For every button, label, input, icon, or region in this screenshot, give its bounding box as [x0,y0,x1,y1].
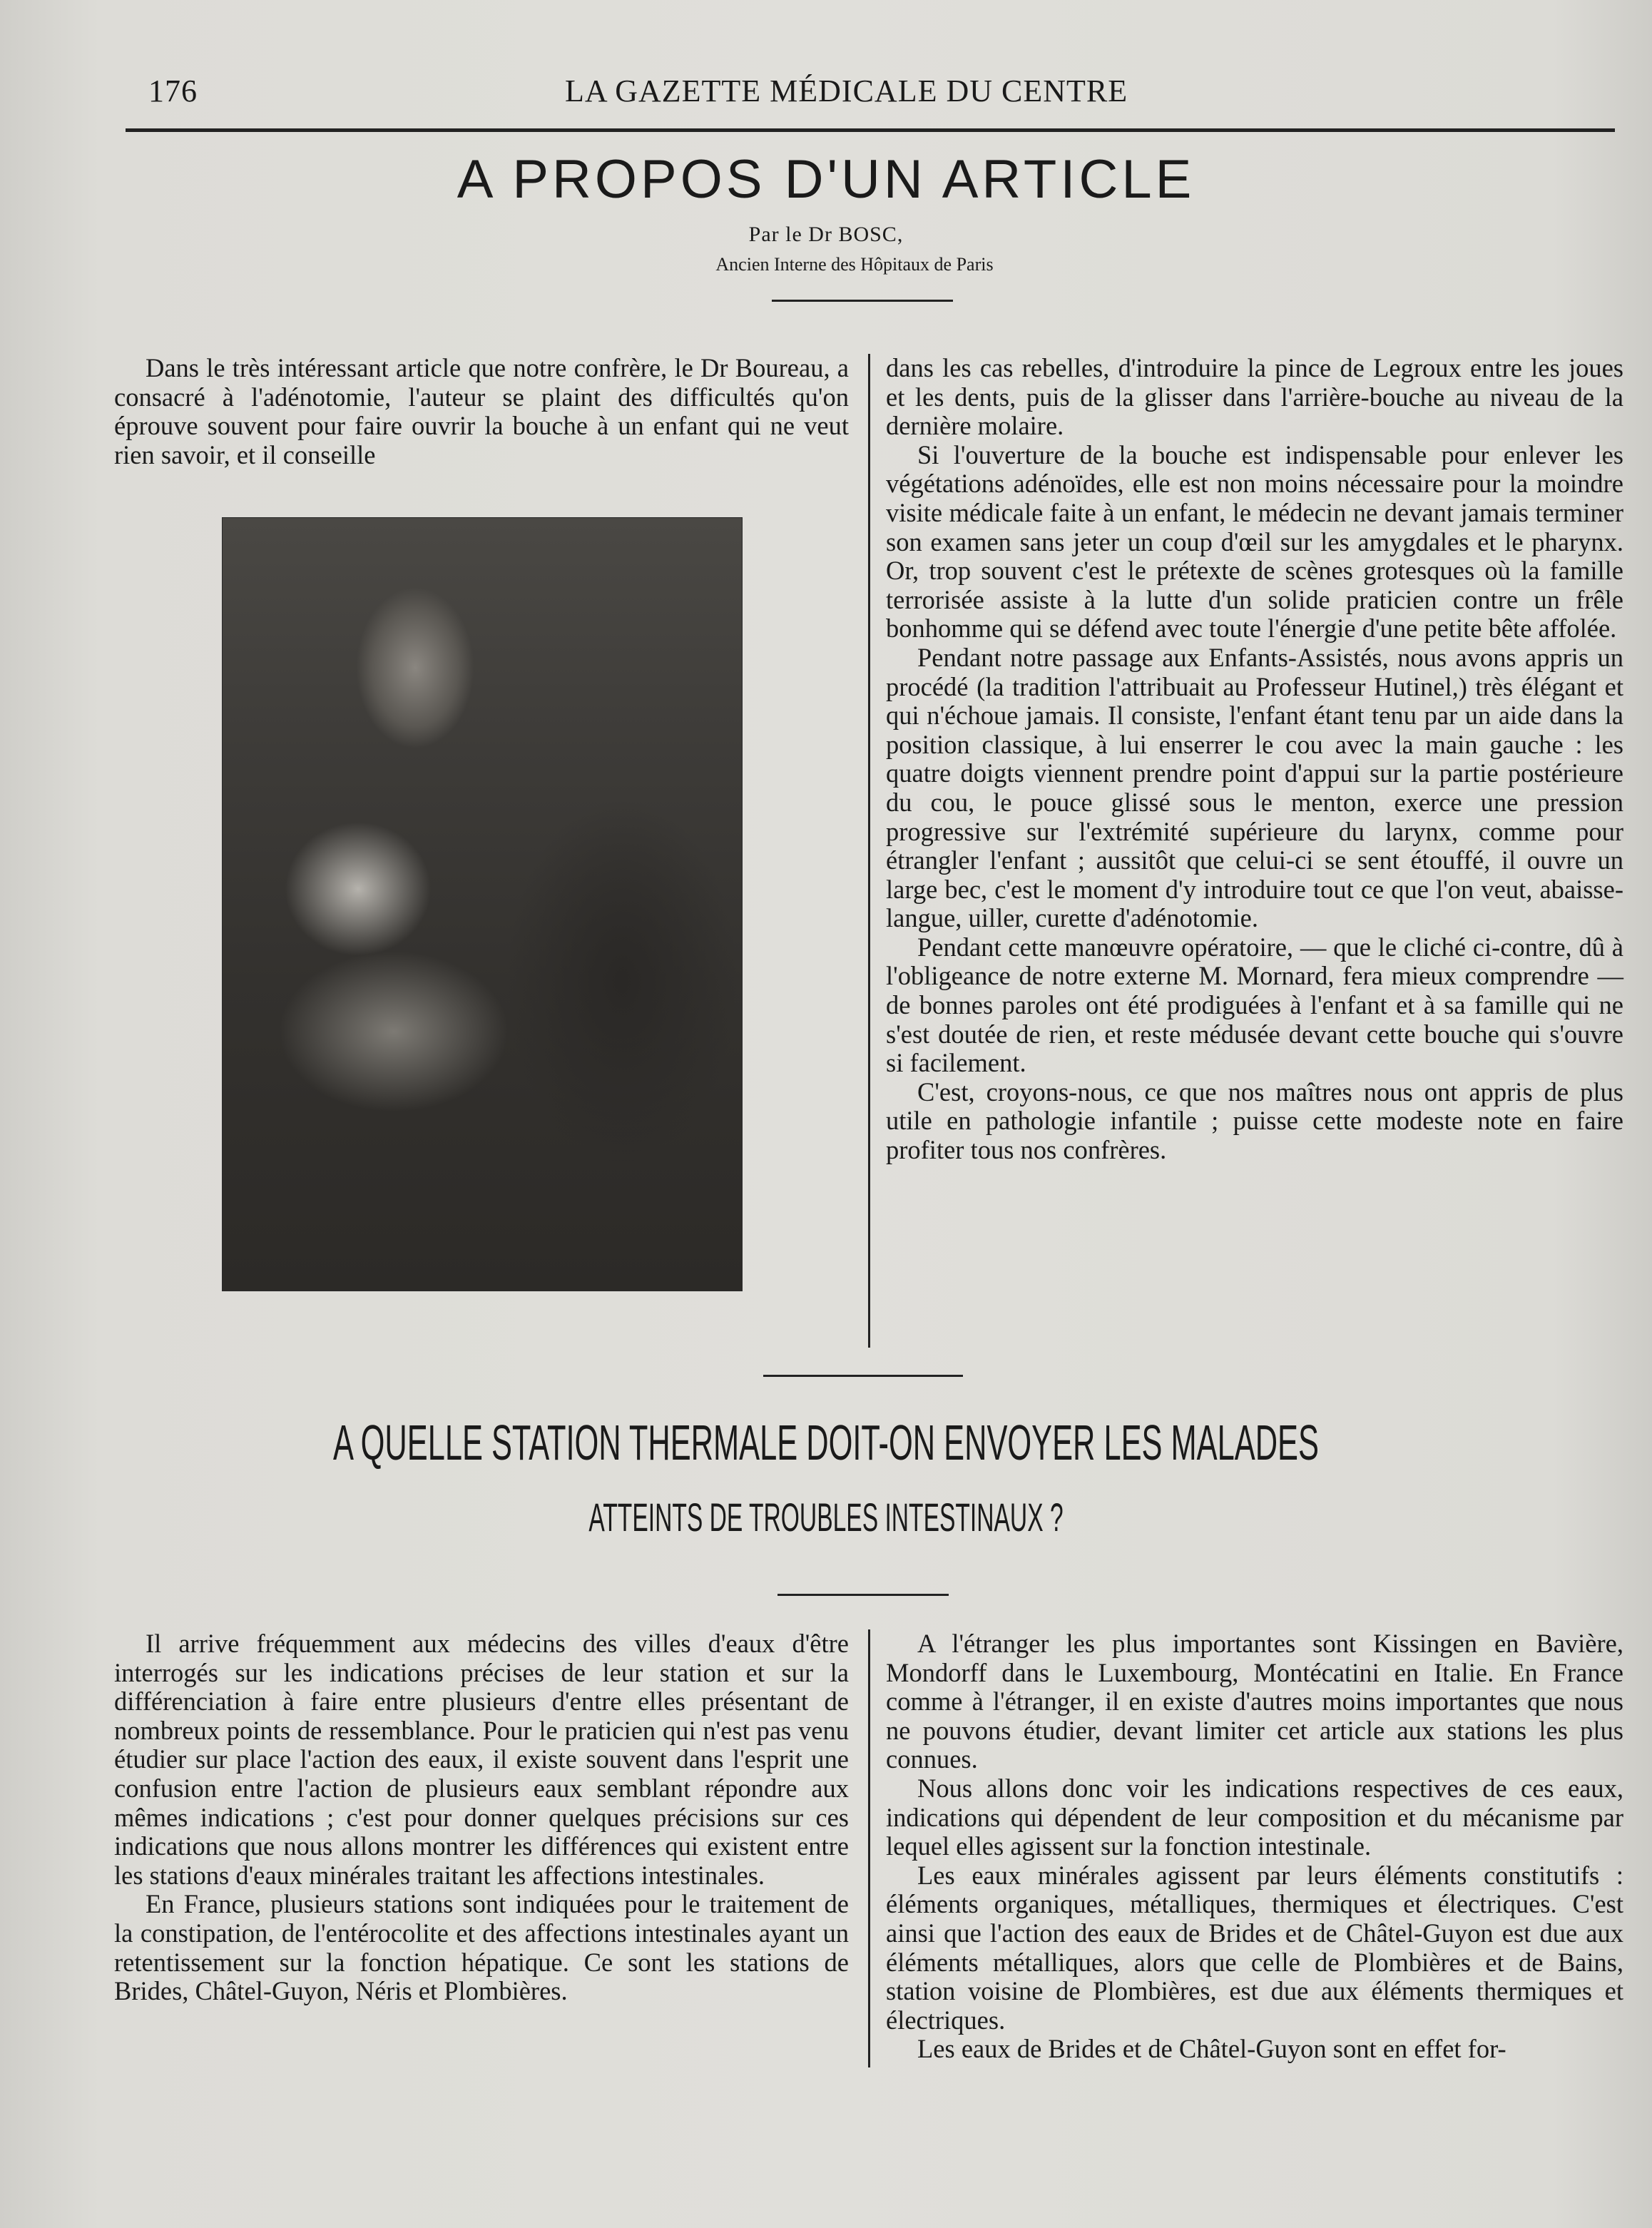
article1-title: A PROPOS D'UN ARTICLE [457,149,1195,210]
paragraph: A l'étranger les plus importantes sont Kissingen en Bavière, Mondorff dans le Luxembourg, Montécatini en Italie. En France comme à l'étranger, il en existe d'autres moins importantes que nous ne pouvons étudier, devant limiter cet article aux stations les plus connues. [886,1629,1623,1774]
paragraph: Il arrive fréquemment aux médecins des villes d'eaux d'être interrogés sur les indications précises de leur station et sur la différenciation à faire entre plusieurs d'entre elles présentant de nombreux points de ressemblance. Pour le praticien qui n'est pas venu étudier sur place l'action des eaux, il existe souvent dans l'esprit une confusion entre l'action de plusieurs eaux semblant répondre aux mêmes indications ; c'est pour donner quelques précisions sur ces indications que nous allons montrer les différences qui existent entre les stations d'eaux minérales traitant les affections intestinales. [114,1629,849,1890]
header-rule [126,128,1615,132]
clinical-photograph [222,517,743,1291]
paragraph: Les eaux de Brides et de Châtel-Guyon sont en effet for- [917,2034,1506,2064]
article2-title-line2: ATTEINTS DE TROUBLES INTESTINAUX ? [588,1495,1064,1540]
article1-byline: Par le Dr BOSC, [748,223,904,246]
article1-affiliation: Ancien Interne des Hôpitaux de Paris [715,254,994,275]
article2-column-divider [868,1629,870,2067]
article1-left-column [114,354,849,469]
column-divider [868,354,870,1348]
paragraph: Pendant notre passage aux Enfants-Assistés, nous avons appris un procédé (la tradition l'attribuait au Professeur Hutinel,) très élégant et qui n'échoue jamais. Il consiste, l'enfant étant tenu par un aide dans la position classique, à lui enserrer le cou avec la main gauche : les quatre doigts viennent prendre point d'appui sur la partie postérieure du cou, le pouce glissé sous le menton, exerce une pression progressive sur l'extrémité supérieure du larynx, comme pour étrangler l'enfant ; aussitôt que celui-ci se sent étouffé, il ouvre un large bec, c'est le moment d'y introduire tout ce que l'on veut, abaisse-langue, uiller, curette d'adénotomie. [886,642,1623,933]
paragraph: Si l'ouverture de la bouche est indispensable pour enlever les végétations adénoïdes, elle est non moins nécessaire pour la moindre visite médicale faite à un enfant, le médecin ne devant jamais terminer son examen sans jeter un coup d'œil sur les amygdales et le pharynx. Or, trop souvent c'est le prétexte de scènes grotesques où la famille terrorisée assiste à la lutte d'un solide praticien contre un frêle bonhomme qui se défend avec toute l'énergie d'une petite bête affolée. [886,439,1623,644]
paragraph: Pendant cette manœuvre opératoire, — que le cliché ci-contre, dû à l'obligeance de notre externe M. Mornard, fera mieux comprendre — de bonnes paroles ont été prodiguées à l'enfant et à sa famille qui ne s'est doutée de rien, et reste médusée devant cette bouche qui s'ouvre si facilement. [886,932,1623,1078]
article-separator [763,1375,963,1377]
paragraph: Les eaux minérales agissent par leurs éléments constitutifs : éléments organiques, métalliques, thermiques et électriques. C'est ainsi que l'action des eaux de Brides et de Châtel-Guyon est due aux éléments métalliques, alors que celle de Plombières et de Bains, station voisine de Plombières, est due aux éléments thermiques et électriques. [886,1860,1623,2035]
paragraph: En France, plusieurs stations sont indiquées pour le traitement de la constipation, de l'entérocolite et des affections intestinales ayant un retentissement sur la fonction hépatique. Ce sont les stations de Brides, Châtel-Guyon, Néris et Plombières. [114,1889,849,2006]
journal-title: LA GAZETTE MÉDICALE DU CENTRE [565,73,1128,108]
article1-right-column [886,354,1623,1165]
article2-title-line1: A QUELLE STATION THERMALE DOIT-ON ENVOYER LES MALADES [333,1415,1319,1470]
paragraph: Dans le très intéressant article que notre confrère, le Dr Boureau, a consacré à l'adénotomie, l'auteur se plaint des difficultés qu'on éprouve souvent pour faire ouvrir la bouche à un enfant qui ne veut rien savoir, et il conseille [114,353,849,469]
article2-right-column [886,1629,1623,2064]
article2-title-underline [777,1594,949,1596]
paragraph: dans les cas rebelles, d'introduire la pince de Legroux entre les joues et les dents, puis de la glisser dans l'arrière-bouche au niveau de la dernière molaire. [886,353,1623,441]
paragraph: Nous allons donc voir les indications respectives de ces eaux, indications qui dépendent de leur composition et du mécanisme par lequel elles agissent sur la fonction intestinale. [886,1773,1623,1861]
title-underline [772,300,953,302]
page-number: 176 [148,73,198,108]
article2-left-column [114,1629,849,2006]
paragraph: C'est, croyons-nous, ce que nos maîtres nous ont appris de plus utile en pathologie infantile ; puisse cette modeste note en faire profiter tous nos confrères. [886,1077,1623,1165]
